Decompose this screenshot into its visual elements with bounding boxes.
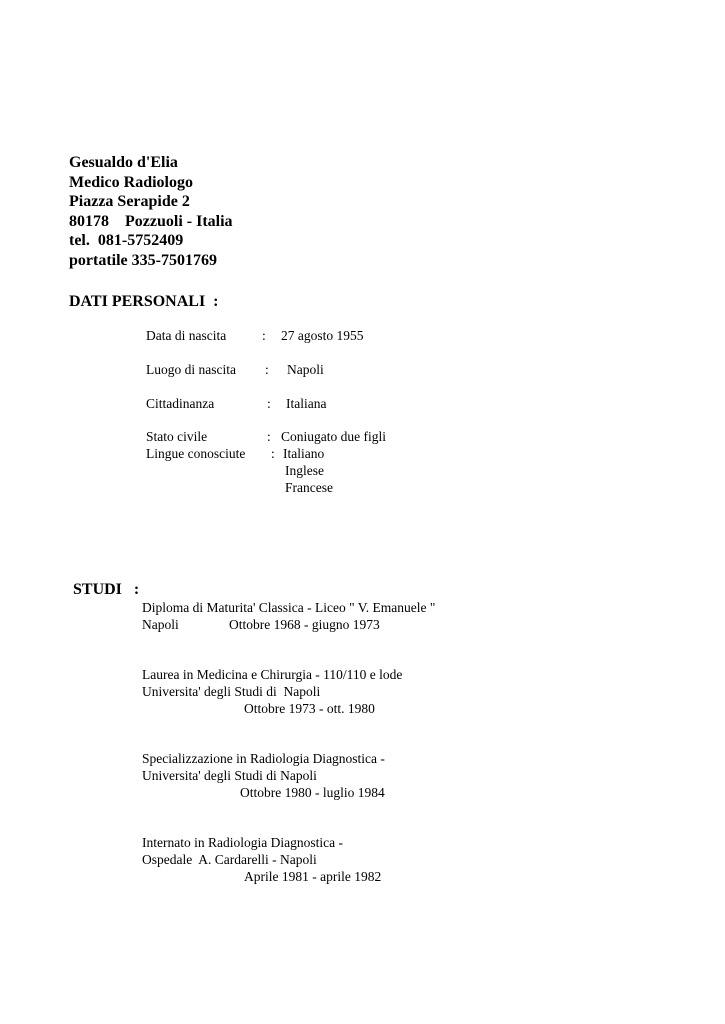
- author-zip: 80178: [69, 213, 109, 230]
- author-profession: Medico Radiologo: [69, 174, 193, 191]
- study-place: Napoli: [142, 617, 179, 632]
- personal-value: Italiana: [286, 396, 327, 411]
- study-dates: Ottobre 1980 - luglio 1984: [240, 785, 385, 800]
- study-title: Specializzazione in Radiologia Diagnostica -: [142, 751, 385, 766]
- personal-label: Luogo di nascita: [146, 362, 236, 377]
- personal-value: 27 agosto 1955: [281, 328, 364, 343]
- language-item: Francese: [285, 480, 333, 495]
- personal-label: Stato civile: [146, 429, 208, 444]
- personal-value: Coniugato due figli: [281, 429, 386, 444]
- author-name: Gesualdo d'Elia: [69, 154, 178, 171]
- author-phone: tel. 081-5752409: [69, 232, 184, 249]
- study-dates: Ottobre 1973 - ott. 1980: [244, 701, 375, 716]
- studies-heading: STUDI :: [73, 581, 140, 598]
- personal-sep: :: [267, 429, 271, 444]
- study-title: Laurea in Medicina e Chirurgia - 110/110 e lode: [142, 667, 403, 682]
- study-institution: Ospedale A. Cardarelli - Napoli: [142, 852, 317, 867]
- study-institution: Universita' degli Studi di Napoli: [142, 684, 321, 699]
- study-dates: Aprile 1981 - aprile 1982: [244, 869, 382, 884]
- study-dates: Ottobre 1968 - giugno 1973: [229, 617, 380, 632]
- personal-label: Data di nascita: [146, 328, 227, 343]
- personal-value: Italiano: [283, 446, 325, 461]
- study-institution: Universita' degli Studi di Napoli: [142, 768, 317, 783]
- personal-heading: DATI PERSONALI :: [69, 293, 219, 310]
- language-item: Inglese: [285, 463, 324, 478]
- author-address: Piazza Serapide 2: [69, 193, 190, 210]
- study-title: Diploma di Maturita' Classica - Liceo " V. Emanuele ": [142, 600, 436, 615]
- personal-label: Lingue conosciute: [146, 446, 246, 461]
- personal-sep: :: [262, 328, 266, 343]
- personal-sep: :: [267, 396, 271, 411]
- author-city: Pozzuoli - Italia: [125, 213, 233, 230]
- personal-value: Napoli: [287, 362, 324, 377]
- personal-label: Cittadinanza: [146, 396, 215, 411]
- author-mobile: portatile 335-7501769: [69, 252, 217, 269]
- personal-sep: :: [271, 446, 275, 461]
- personal-sep: :: [265, 362, 269, 377]
- study-title: Internato in Radiologia Diagnostica -: [142, 835, 343, 850]
